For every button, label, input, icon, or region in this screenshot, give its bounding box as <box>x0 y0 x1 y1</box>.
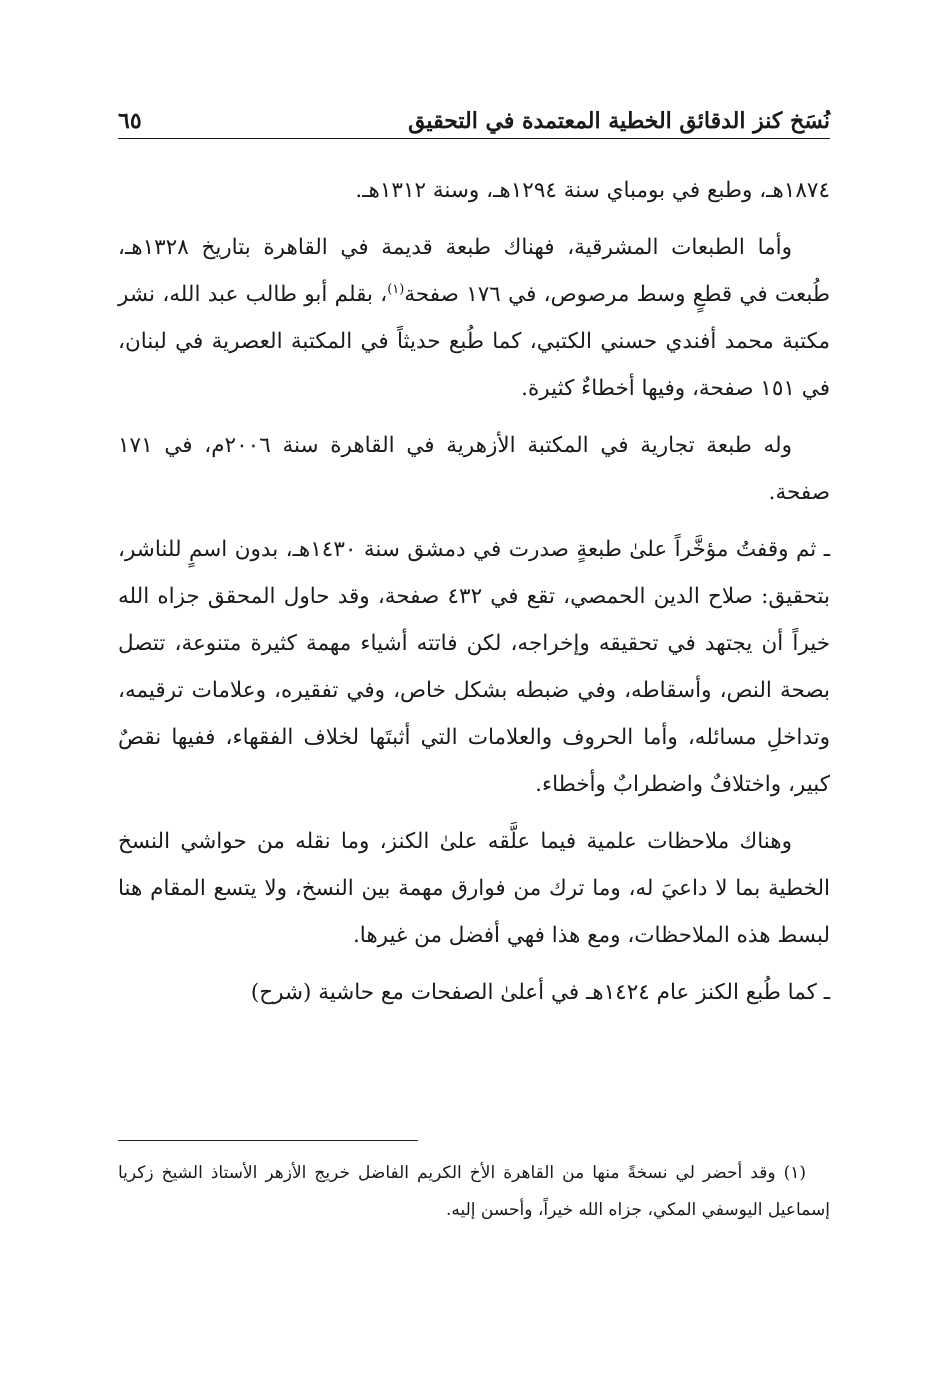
paragraph: ـ ثم وقفتُ مؤخَّراً علىٰ طبعةٍ صدرت في دمشق سنة ١٤٣٠هـ، بدون اسمٍ للناشر، بتحقيق: صلاح الدين الحمصي، تقع في ٤٣٢ صفحة، وقد حاول المحقق جزاه الله خيراً أن يجتهد في تحقيقه وإخراجه، لكن فاتته أشياء مهمة كثيرة متنوعة، تتصل بصحة النص، وأسقاطه، وفي ضبطه بشكل خاص، وفي تفقيره، وعلامات ترقيمه، وتداخلِ مسائله، وأما الحروف والعلامات التي أثبتَها لخلاف الفقهاء، ففيها نقصٌ كبير، واختلافٌ واضطرابٌ وأخطاء. <box>118 537 831 797</box>
paragraph: وله طبعة تجارية في المكتبة الأزهرية في القاهرة سنة ٢٠٠٦م، في ١٧١ صفحة. <box>118 433 830 505</box>
running-header <box>118 92 830 139</box>
page-number: ٦٥ <box>118 108 142 134</box>
running-title: نُسَخ كنز الدقائق الخطية المعتمدة في التحقيق <box>408 108 830 134</box>
footnote-reference: (١) <box>387 281 405 297</box>
footnote-divider <box>118 1140 418 1141</box>
main-text <box>118 167 830 1016</box>
footnote: (١) وقد أحضر لي نسخةً منها من القاهرة الأخ الكريم الفاضل خريج الأزهر الأستاذ الشيخ زكريا إسماعيل اليوسفي المكي، جزاه الله خيراً، وأحسن إليه. <box>118 1163 830 1220</box>
paragraph <box>118 224 830 412</box>
page-content <box>118 92 830 1026</box>
paragraph-text: وأما الطبعات المشرقية، فهناك طبعة قديمة في القاهرة بتاريخ ١٣٢٨هـ، طُبعت في قطعٍ وسط مرصوص، في ١٧٦ صفحة <box>118 235 831 307</box>
paragraph: ١٨٧٤هـ، وطبع في بومباي سنة ١٢٩٤هـ، وسنة ١٣١٢هـ. <box>355 178 830 203</box>
paragraph: ـ كما طُبع الكنز عام ١٤٢٤هـ في أعلىٰ الصفحات مع حاشية (شرح) <box>250 980 830 1005</box>
paragraph: وهناك ملاحظات علمية فيما علَّقه علىٰ الكنز، وما نقله من حواشي النسخ الخطية بما لا داعيَ له، وما ترك من فوارق مهمة بين النسخ، ولا يتسع المقام هنا لبسط هذه الملاحظات، ومع هذا فهي أفضل من غيرها. <box>118 829 830 948</box>
paragraph-text: ، بقلم أبو طالب عبد الله، نشر مكتبة محمد أفندي حسني الكتبي، كما طُبع حديثاً في المكتبة العصرية في لبنان، في ١٥١ صفحة، وفيها أخطاءٌ كثيرة. <box>118 282 830 401</box>
footnotes <box>118 1155 830 1229</box>
